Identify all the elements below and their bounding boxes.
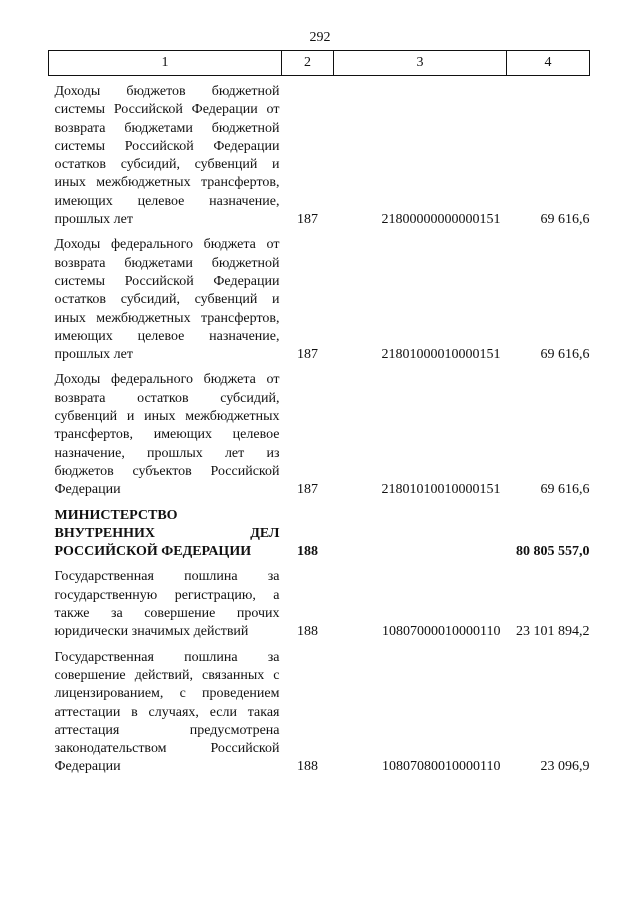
revenue-name: Доходы федерального бюджета от возврата остатков субсидий, субвенций и иных межбюджетных трансфертов, имеющих целевое назначение, прошлых лет из бюджетов субъектов Российской Федерации (54, 372, 280, 498)
amount: 69 616,6 (540, 347, 590, 363)
admin-code: 188 (297, 759, 318, 775)
amount: 69 616,6 (540, 482, 590, 498)
budget-classification-code: 10807080010000110 (382, 759, 501, 775)
amount: 80 805 557,0 (516, 544, 590, 560)
table-row (49, 568, 590, 641)
revenue-name: Доходы бюджетов бюджетной системы Российской Федерации от возврата бюджетами бюджетной системы Российской Федерации остатков субсидий, субвенций и иных межбюджетных трансфертов, имеющих целевое назначение, прошлых лет (54, 84, 280, 228)
budget-classification-code: 10807000010000110 (382, 624, 501, 640)
column-header-2: 2 (282, 51, 334, 76)
admin-code: 187 (297, 482, 318, 498)
budget-classification-code (334, 507, 507, 562)
table-row (49, 83, 590, 229)
revenue-name: Государственная пошлина за совершение действий, связанных с лицензированием, с проведением аттестации в случаях, если такая аттестация предусмотрена законодательством Российской Федерации (54, 649, 280, 775)
ministry-name: МИНИСТЕРСТВО ВНУТРЕННИХ ДЕЛ РОССИЙСКОЙ ФЕДЕРАЦИИ (54, 507, 280, 560)
amount: 23 096,9 (540, 759, 590, 775)
column-header-4: 4 (507, 51, 590, 76)
budget-classification-code: 21800000000000151 (381, 212, 501, 228)
admin-code: 188 (297, 624, 318, 640)
budget-revenue-table (48, 50, 590, 777)
table-row (49, 371, 590, 499)
admin-code: 188 (297, 544, 318, 560)
budget-classification-code: 21801000010000151 (381, 347, 501, 363)
column-header-3: 3 (334, 51, 507, 76)
table-row (49, 649, 590, 777)
budget-classification-code: 21801010010000151 (381, 482, 501, 498)
revenue-name: Доходы федерального бюджета от возврата бюджетами бюджетной системы Российской Федерации остатков субсидий, субвенций и иных межбюджетных трансфертов, имеющих целевое назначение, прошлых лет (54, 237, 280, 363)
column-number-header-row (49, 51, 590, 76)
admin-code: 187 (297, 347, 318, 363)
admin-code: 187 (297, 212, 318, 228)
amount: 23 101 894,2 (516, 624, 590, 640)
column-header-1: 1 (49, 51, 282, 76)
page-number: 292 (309, 30, 331, 45)
amount: 69 616,6 (540, 212, 590, 228)
ministry-total-row (49, 507, 590, 562)
revenue-name: Государственная пошлина за государственную регистрацию, а также за совершение прочих юридически значимых действий (54, 569, 280, 640)
table-row (49, 236, 590, 364)
